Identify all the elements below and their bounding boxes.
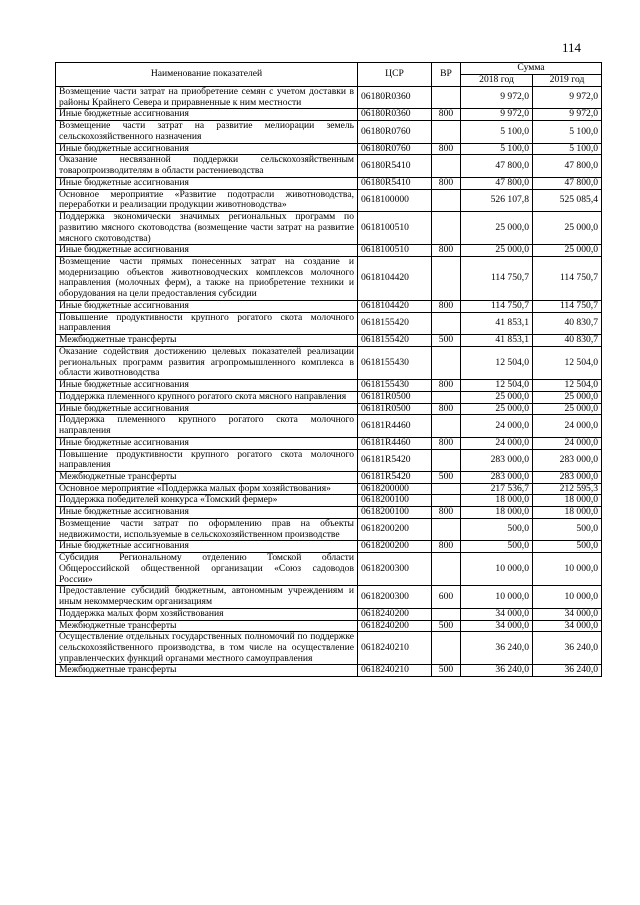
row-sum-2018: 12 504,0: [461, 380, 533, 392]
row-vr: [432, 553, 461, 586]
row-vr: [432, 312, 461, 334]
row-sum-2018: 24 000,0: [461, 415, 533, 437]
row-sum-2018: 41 853,1: [461, 335, 533, 347]
row-sum-2018: 36 240,0: [461, 665, 533, 677]
row-name: Иные бюджетные ассигнования: [56, 300, 358, 312]
row-sum-2019: 18 000,0: [533, 495, 602, 507]
row-csr: 0618104420: [358, 300, 432, 312]
row-sum-2019: 24 000,0: [533, 437, 602, 449]
row-sum-2019: 47 800,0: [533, 155, 602, 177]
row-name: Основное мероприятие «Развитие подотрасли животноводства, переработки и реализации продукции животноводства»: [56, 189, 358, 211]
row-vr: [432, 632, 461, 665]
row-sum-2018: 18 000,0: [461, 507, 533, 519]
row-sum-2019: 25 000,0: [533, 403, 602, 415]
row-csr: 06180R0360: [358, 87, 432, 109]
row-csr: 06181R0500: [358, 403, 432, 415]
row-name: Повышение продуктивности крупного рогатого скота молочного направления: [56, 312, 358, 334]
row-sum-2018: 25 000,0: [461, 212, 533, 245]
row-sum-2018: 526 107,8: [461, 189, 533, 211]
row-csr: 0618100000: [358, 189, 432, 211]
row-csr: 0618104420: [358, 257, 432, 301]
table-row: [56, 586, 602, 608]
table-row: [56, 312, 602, 334]
row-csr: 0618200300: [358, 586, 432, 608]
row-vr: 800: [432, 380, 461, 392]
row-name: Иные бюджетные ассигнования: [56, 507, 358, 519]
row-csr: 06180R0760: [358, 121, 432, 143]
row-name: Иные бюджетные ассигнования: [56, 245, 358, 257]
row-sum-2018: 114 750,7: [461, 300, 533, 312]
table-row: [56, 620, 602, 632]
row-sum-2019: 212 595,3: [533, 483, 602, 495]
row-vr: [432, 415, 461, 437]
row-csr: 0618155420: [358, 335, 432, 347]
row-vr: [432, 189, 461, 211]
row-sum-2019: 500,0: [533, 518, 602, 540]
table-row: [56, 483, 602, 495]
row-vr: [432, 483, 461, 495]
row-name: Поддержка экономически значимых региональных программ по развитию мясного скотоводства (возмещение части затрат на развитие мясного скотоводства): [56, 212, 358, 245]
row-sum-2019: 12 504,0: [533, 346, 602, 379]
row-csr: 06180R0760: [358, 143, 432, 155]
row-name: Основное мероприятие «Поддержка малых форм хозяйствования»: [56, 483, 358, 495]
row-sum-2018: 283 000,0: [461, 449, 533, 471]
table-row: [56, 143, 602, 155]
row-name: Межбюджетные трансферты: [56, 335, 358, 347]
row-csr: 0618200200: [358, 541, 432, 553]
table-row: [56, 665, 602, 677]
row-csr: 06180R5410: [358, 177, 432, 189]
table-row: [56, 87, 602, 109]
row-vr: 800: [432, 245, 461, 257]
row-sum-2018: 9 972,0: [461, 87, 533, 109]
table-row: [56, 437, 602, 449]
row-vr: 800: [432, 143, 461, 155]
row-vr: [432, 87, 461, 109]
row-sum-2018: 5 100,0: [461, 121, 533, 143]
row-sum-2019: 25 000,0: [533, 212, 602, 245]
row-csr: 06181R4460: [358, 437, 432, 449]
row-csr: 0618200000: [358, 483, 432, 495]
table-row: [56, 212, 602, 245]
row-sum-2018: 36 240,0: [461, 632, 533, 665]
row-name: Иные бюджетные ассигнования: [56, 380, 358, 392]
row-sum-2018: 47 800,0: [461, 155, 533, 177]
row-name: Иные бюджетные ассигнования: [56, 109, 358, 121]
row-vr: 500: [432, 471, 461, 483]
row-vr: [432, 257, 461, 301]
table-row: [56, 403, 602, 415]
row-sum-2019: 5 100,0: [533, 143, 602, 155]
row-sum-2019: 114 750,7: [533, 257, 602, 301]
row-vr: [432, 608, 461, 620]
table-row: [56, 518, 602, 540]
header-sum: Сумма: [461, 63, 602, 75]
row-sum-2019: 12 504,0: [533, 380, 602, 392]
table-row: [56, 507, 602, 519]
row-sum-2018: 217 536,7: [461, 483, 533, 495]
row-sum-2018: 10 000,0: [461, 586, 533, 608]
row-vr: [432, 346, 461, 379]
row-vr: 800: [432, 541, 461, 553]
row-sum-2018: 9 972,0: [461, 109, 533, 121]
row-csr: 0618240200: [358, 608, 432, 620]
row-vr: 800: [432, 507, 461, 519]
row-csr: 06181R0500: [358, 391, 432, 403]
row-sum-2018: 114 750,7: [461, 257, 533, 301]
table-row: [56, 415, 602, 437]
table-row: [56, 109, 602, 121]
row-vr: 800: [432, 177, 461, 189]
row-sum-2019: 525 085,4: [533, 189, 602, 211]
row-sum-2018: 283 000,0: [461, 471, 533, 483]
row-name: Возмещение части затрат по оформлению прав на объекты недвижимости, используемые в сельскохозяйственном производстве: [56, 518, 358, 540]
row-sum-2018: 5 100,0: [461, 143, 533, 155]
row-vr: [432, 449, 461, 471]
header-name: Наименование показателей: [56, 63, 358, 87]
row-sum-2018: 25 000,0: [461, 403, 533, 415]
row-sum-2019: 40 830,7: [533, 335, 602, 347]
row-sum-2019: 24 000,0: [533, 415, 602, 437]
row-sum-2019: 283 000,0: [533, 449, 602, 471]
row-vr: 800: [432, 109, 461, 121]
row-name: Поддержка малых форм хозяйствования: [56, 608, 358, 620]
row-vr: [432, 212, 461, 245]
row-csr: 0618200100: [358, 495, 432, 507]
row-name: Возмещение части затрат на приобретение семян с учетом доставки в районы Крайнего Севера и приравненные к ним местности: [56, 87, 358, 109]
row-sum-2018: 500,0: [461, 518, 533, 540]
row-name: Субсидия Региональному отделению Томской области Общероссийской общественной организации «Союз садоводов России»: [56, 553, 358, 586]
row-sum-2019: 283 000,0: [533, 471, 602, 483]
row-name: Поддержка племенного крупного рогатого скота молочного направления: [56, 415, 358, 437]
row-name: Повышение продуктивности крупного рогатого скота молочного направления: [56, 449, 358, 471]
row-csr: 0618200300: [358, 553, 432, 586]
page-number: 114: [562, 40, 582, 55]
row-name: Предоставление субсидий бюджетным, автономным учреждениям и иным некоммерческим организациям: [56, 586, 358, 608]
row-name: Иные бюджетные ассигнования: [56, 403, 358, 415]
row-name: Оказание содействия достижению целевых показателей реализации региональных программ развития агропромышленного комплекса в области животноводства: [56, 346, 358, 379]
row-csr: 06181R5420: [358, 449, 432, 471]
row-vr: 600: [432, 586, 461, 608]
row-sum-2019: 500,0: [533, 541, 602, 553]
table-body: [56, 87, 602, 677]
row-csr: 06180R0360: [358, 109, 432, 121]
row-sum-2018: 24 000,0: [461, 437, 533, 449]
row-sum-2019: 36 240,0: [533, 665, 602, 677]
row-sum-2018: 500,0: [461, 541, 533, 553]
table-row: [56, 608, 602, 620]
row-vr: 800: [432, 437, 461, 449]
row-csr: 0618155430: [358, 380, 432, 392]
row-sum-2018: 41 853,1: [461, 312, 533, 334]
row-name: Иные бюджетные ассигнования: [56, 177, 358, 189]
row-vr: [432, 155, 461, 177]
row-csr: 0618240210: [358, 632, 432, 665]
row-sum-2019: 18 000,0: [533, 507, 602, 519]
row-sum-2019: 25 000,0: [533, 391, 602, 403]
table-row: [56, 257, 602, 301]
row-name: Возмещение части затрат на развитие мелиорации земель сельскохозяйственного назначения: [56, 121, 358, 143]
table-row: [56, 177, 602, 189]
row-name: Иные бюджетные ассигнования: [56, 437, 358, 449]
header-csr: ЦСР: [358, 63, 432, 87]
table-row: [56, 335, 602, 347]
table-row: [56, 449, 602, 471]
row-sum-2019: 34 000,0: [533, 620, 602, 632]
row-name: Осуществление отдельных государственных полномочий по поддержке сельскохозяйственного производства, в том числе на осуществление управленческих функций органами местного самоуправления: [56, 632, 358, 665]
row-sum-2018: 10 000,0: [461, 553, 533, 586]
row-sum-2019: 5 100,0: [533, 121, 602, 143]
row-vr: [432, 121, 461, 143]
table-row: [56, 300, 602, 312]
row-vr: [432, 518, 461, 540]
row-sum-2018: 34 000,0: [461, 608, 533, 620]
row-sum-2019: 9 972,0: [533, 109, 602, 121]
row-vr: 800: [432, 403, 461, 415]
row-sum-2018: 12 504,0: [461, 346, 533, 379]
row-sum-2019: 47 800,0: [533, 177, 602, 189]
row-csr: 0618155420: [358, 312, 432, 334]
row-sum-2018: 25 000,0: [461, 245, 533, 257]
table-row: [56, 121, 602, 143]
row-name: Иные бюджетные ассигнования: [56, 143, 358, 155]
table-row: [56, 553, 602, 586]
row-vr: [432, 391, 461, 403]
row-csr: 06181R4460: [358, 415, 432, 437]
row-sum-2018: 47 800,0: [461, 177, 533, 189]
row-name: Иные бюджетные ассигнования: [56, 541, 358, 553]
table-row: [56, 391, 602, 403]
row-sum-2019: 40 830,7: [533, 312, 602, 334]
row-name: Поддержка победителей конкурса «Томский фермер»: [56, 495, 358, 507]
row-vr: 500: [432, 335, 461, 347]
header-vr: ВР: [432, 63, 461, 87]
row-sum-2019: 25 000,0: [533, 245, 602, 257]
header-year-2019: 2019 год: [533, 75, 602, 87]
row-sum-2018: 34 000,0: [461, 620, 533, 632]
row-csr: 0618240200: [358, 620, 432, 632]
row-vr: 800: [432, 300, 461, 312]
row-name: Поддержка племенного крупного рогатого скота мясного направления: [56, 391, 358, 403]
row-sum-2019: 10 000,0: [533, 586, 602, 608]
table-row: [56, 495, 602, 507]
row-name: Оказание несвязанной поддержки сельскохозяйственным товаропроизводителям в области растениеводства: [56, 155, 358, 177]
row-csr: 0618155430: [358, 346, 432, 379]
row-sum-2019: 34 000,0: [533, 608, 602, 620]
row-name: Межбюджетные трансферты: [56, 620, 358, 632]
table-row: [56, 380, 602, 392]
row-name: Межбюджетные трансферты: [56, 665, 358, 677]
row-csr: 0618200200: [358, 518, 432, 540]
table-row: [56, 189, 602, 211]
row-csr: 06180R5410: [358, 155, 432, 177]
row-sum-2019: 114 750,7: [533, 300, 602, 312]
row-name: Межбюджетные трансферты: [56, 471, 358, 483]
row-sum-2018: 25 000,0: [461, 391, 533, 403]
table-row: [56, 541, 602, 553]
row-vr: [432, 495, 461, 507]
row-csr: 0618240210: [358, 665, 432, 677]
table-row: [56, 632, 602, 665]
table-row: [56, 245, 602, 257]
header-year-2018: 2018 год: [461, 75, 533, 87]
row-csr: 0618200100: [358, 507, 432, 519]
row-sum-2019: 9 972,0: [533, 87, 602, 109]
row-csr: 06181R5420: [358, 471, 432, 483]
table-row: [56, 346, 602, 379]
row-sum-2019: 10 000,0: [533, 553, 602, 586]
row-vr: 500: [432, 665, 461, 677]
row-sum-2019: 36 240,0: [533, 632, 602, 665]
table-row: [56, 155, 602, 177]
budget-table: [55, 62, 602, 677]
row-csr: 0618100510: [358, 212, 432, 245]
row-sum-2018: 18 000,0: [461, 495, 533, 507]
row-vr: 500: [432, 620, 461, 632]
table-row: [56, 471, 602, 483]
row-name: Возмещение части прямых понесенных затрат на создание и модернизацию объектов животноводческих комплексов молочного направления (молочных ферм), а также на приобретение техники и оборудования на цели предоставления субсидии: [56, 257, 358, 301]
row-csr: 0618100510: [358, 245, 432, 257]
